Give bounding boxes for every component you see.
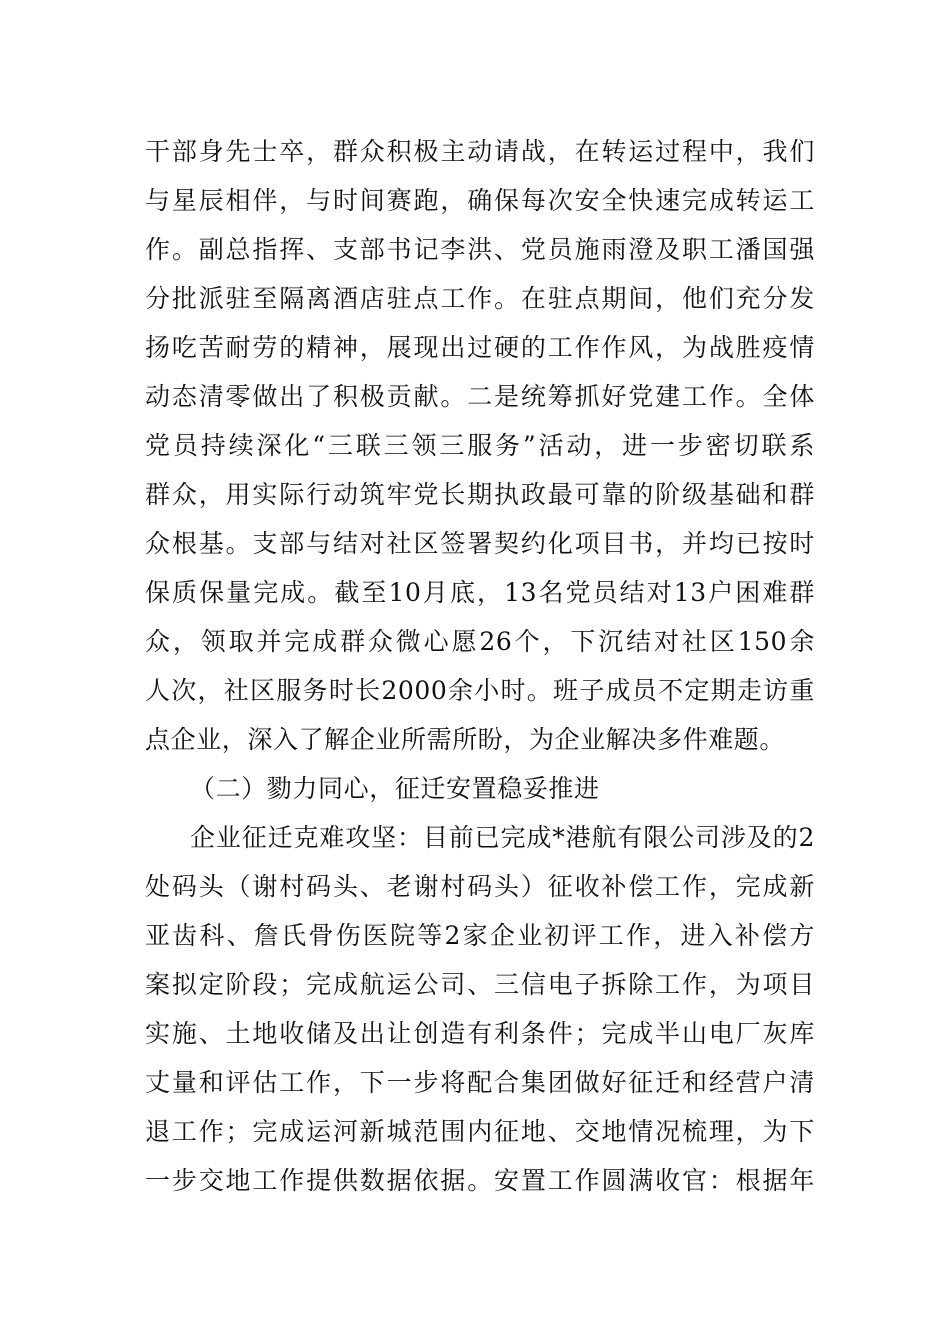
body-text-line: 企业征迁克难攻坚：目前已完成*港航有限公司涉及的2 [190, 823, 815, 852]
body-text-line: 保质保量完成。截至10月底，13名党员结对13户困难群 [145, 578, 815, 607]
body-text-line: 案拟定阶段；完成航运公司、三信电子拆除工作，为项目 [145, 970, 815, 999]
body-text-line: 点企业，深入了解企业所需所盼，为企业解决多件难题。 [145, 725, 786, 754]
section-heading: （二）勠力同心，征迁安置稳妥推进 [190, 774, 600, 803]
body-text-line: 与星辰相伴，与时间赛跑，确保每次安全快速完成转运工 [145, 186, 815, 215]
body-text-line: 实施、土地收储及出让创造有利条件；完成半山电厂灰库 [145, 1019, 815, 1048]
body-text-line: 扬吃苦耐劳的精神，展现出过硬的工作作风，为战胜疫情 [145, 333, 815, 362]
body-text-line: 众根基。支部与结对社区签署契约化项目书，并均已按时 [145, 529, 815, 558]
body-text-line: 党员持续深化“三联三领三服务”活动，进一步密切联系 [145, 431, 815, 460]
body-text-line: 丈量和评估工作，下一步将配合集团做好征迁和经营户清 [145, 1068, 815, 1097]
body-text-line: 亚齿科、詹氏骨伤医院等2家企业初评工作，进入补偿方 [145, 921, 815, 950]
body-text-line: 人次，社区服务时长2000余小时。班子成员不定期走访重 [145, 676, 815, 705]
body-text-line: 群众，用实际行动筑牢党长期执政最可靠的阶级基础和群 [145, 480, 815, 509]
body-text-line: 众，领取并完成群众微心愿26个，下沉结对社区150余 [145, 627, 815, 656]
body-text-line: 作。副总指挥、支部书记李洪、党员施雨澄及职工潘国强 [145, 235, 815, 264]
body-text-line: 干部身先士卒，群众积极主动请战，在转运过程中，我们 [145, 137, 815, 166]
body-text-line: 退工作；完成运河新城范围内征地、交地情况梳理，为下 [145, 1117, 815, 1146]
body-text-line: 一步交地工作提供数据依据。安置工作圆满收官：根据年 [145, 1166, 815, 1195]
body-text-line: 处码头（谢村码头、老谢村码头）征收补偿工作，完成新 [145, 872, 815, 901]
body-text-line: 动态清零做出了积极贡献。二是统筹抓好党建工作。全体 [145, 382, 815, 411]
body-text-line: 分批派驻至隔离酒店驻点工作。在驻点期间，他们充分发 [145, 284, 815, 313]
